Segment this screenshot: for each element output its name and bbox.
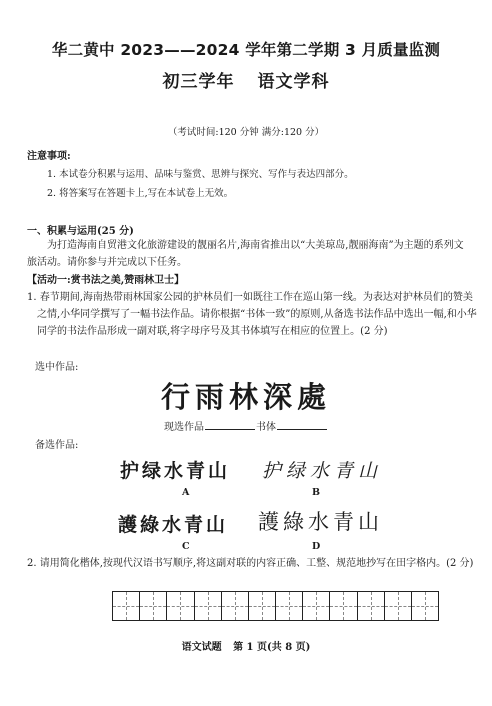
footer-page-number: 第 1 页(共 8 页)	[233, 642, 311, 653]
grid-cell[interactable]	[303, 592, 330, 620]
grid-cell[interactable]	[195, 592, 222, 620]
candidate-c-calligraphy: 護綠水青山	[118, 514, 229, 536]
section-intro: 为打造海南自贸港文化旅游建设的靓丽名片,海南省推出以“大美琼岛,靓丽海南”为主题的系列文旅活动。请你参与并完成以下任务。	[27, 240, 464, 268]
grid-cell[interactable]	[167, 592, 194, 620]
selected-calligraphy: 行雨林深處	[160, 380, 331, 414]
grid-cell[interactable]	[276, 592, 303, 620]
question-1: 1. 春节期间,海南热带雨林国家公园的护林员们一如既往工作在巡山第一线。为表达对护林员们的赞美之情,小华同学撰写了一幅书法作品。请你根据“书体一致”的原则,从备选书法作品中选出一幅,和小华同学的书法作品形成一副对联,将字母序号及其书体填写在相应的位置上。(2 分)	[27, 292, 477, 337]
section-heading: 一、积累与运用(25 分)	[27, 226, 134, 237]
grid-cell[interactable]	[249, 592, 276, 620]
style-answer-blank[interactable]	[277, 419, 327, 430]
candidate-d-letter: D	[312, 541, 321, 552]
fill-middle: 书体	[256, 422, 276, 433]
notes-heading: 注意事项:	[27, 151, 71, 162]
activity-heading: 【活动一:赏书法之美,赞雨林卫士】	[27, 275, 185, 286]
candidate-b-letter: B	[312, 487, 321, 498]
work-answer-blank[interactable]	[205, 419, 255, 430]
grid-cell[interactable]	[358, 592, 385, 620]
exam-subtitle	[0, 67, 492, 92]
subject-label: 语文学科	[257, 72, 330, 92]
candidate-a-letter: A	[182, 487, 190, 498]
grid-cell[interactable]	[222, 592, 249, 620]
grid-cell[interactable]	[140, 592, 167, 620]
note-item: 1. 本试卷分积累与运用、品味与鉴赏、思辨与探究、写作与表达四部分。	[47, 169, 354, 180]
grade-label: 初三学年	[162, 72, 235, 92]
candidates-label: 备选作品:	[35, 440, 79, 451]
grid-cell[interactable]	[385, 592, 412, 620]
selected-work-label: 选中作品:	[35, 362, 79, 373]
grid-cell[interactable]	[412, 592, 438, 620]
question-2: 2. 请用简化楷体,按现代汉语书写顺序,将这副对联的内容正确、工整、规范地抄写在田字格内。(2 分)	[27, 558, 474, 569]
grid-cell[interactable]	[330, 592, 357, 620]
fill-prefix: 现选作品	[164, 422, 204, 433]
footer-subject: 语文试题	[181, 642, 222, 653]
candidate-c-letter: C	[182, 541, 190, 552]
candidate-a-calligraphy: 护绿水青山	[120, 460, 231, 482]
tianzige-grid[interactable]	[112, 591, 439, 621]
candidate-b-calligraphy: 护绿水青山	[262, 460, 383, 482]
exam-title: 华二黄中 2023——2024 学年第二学期 3 月质量监测	[51, 41, 441, 59]
grid-cell[interactable]	[113, 592, 140, 620]
exam-info: （考试时间:120 分钟 满分:120 分）	[167, 127, 325, 138]
page-footer	[0, 638, 492, 653]
candidate-d-calligraphy: 護綠水青山	[258, 510, 383, 534]
note-item: 2. 将答案写在答题卡上,写在本试卷上无效。	[47, 188, 234, 199]
answer-fill-line	[0, 418, 492, 433]
